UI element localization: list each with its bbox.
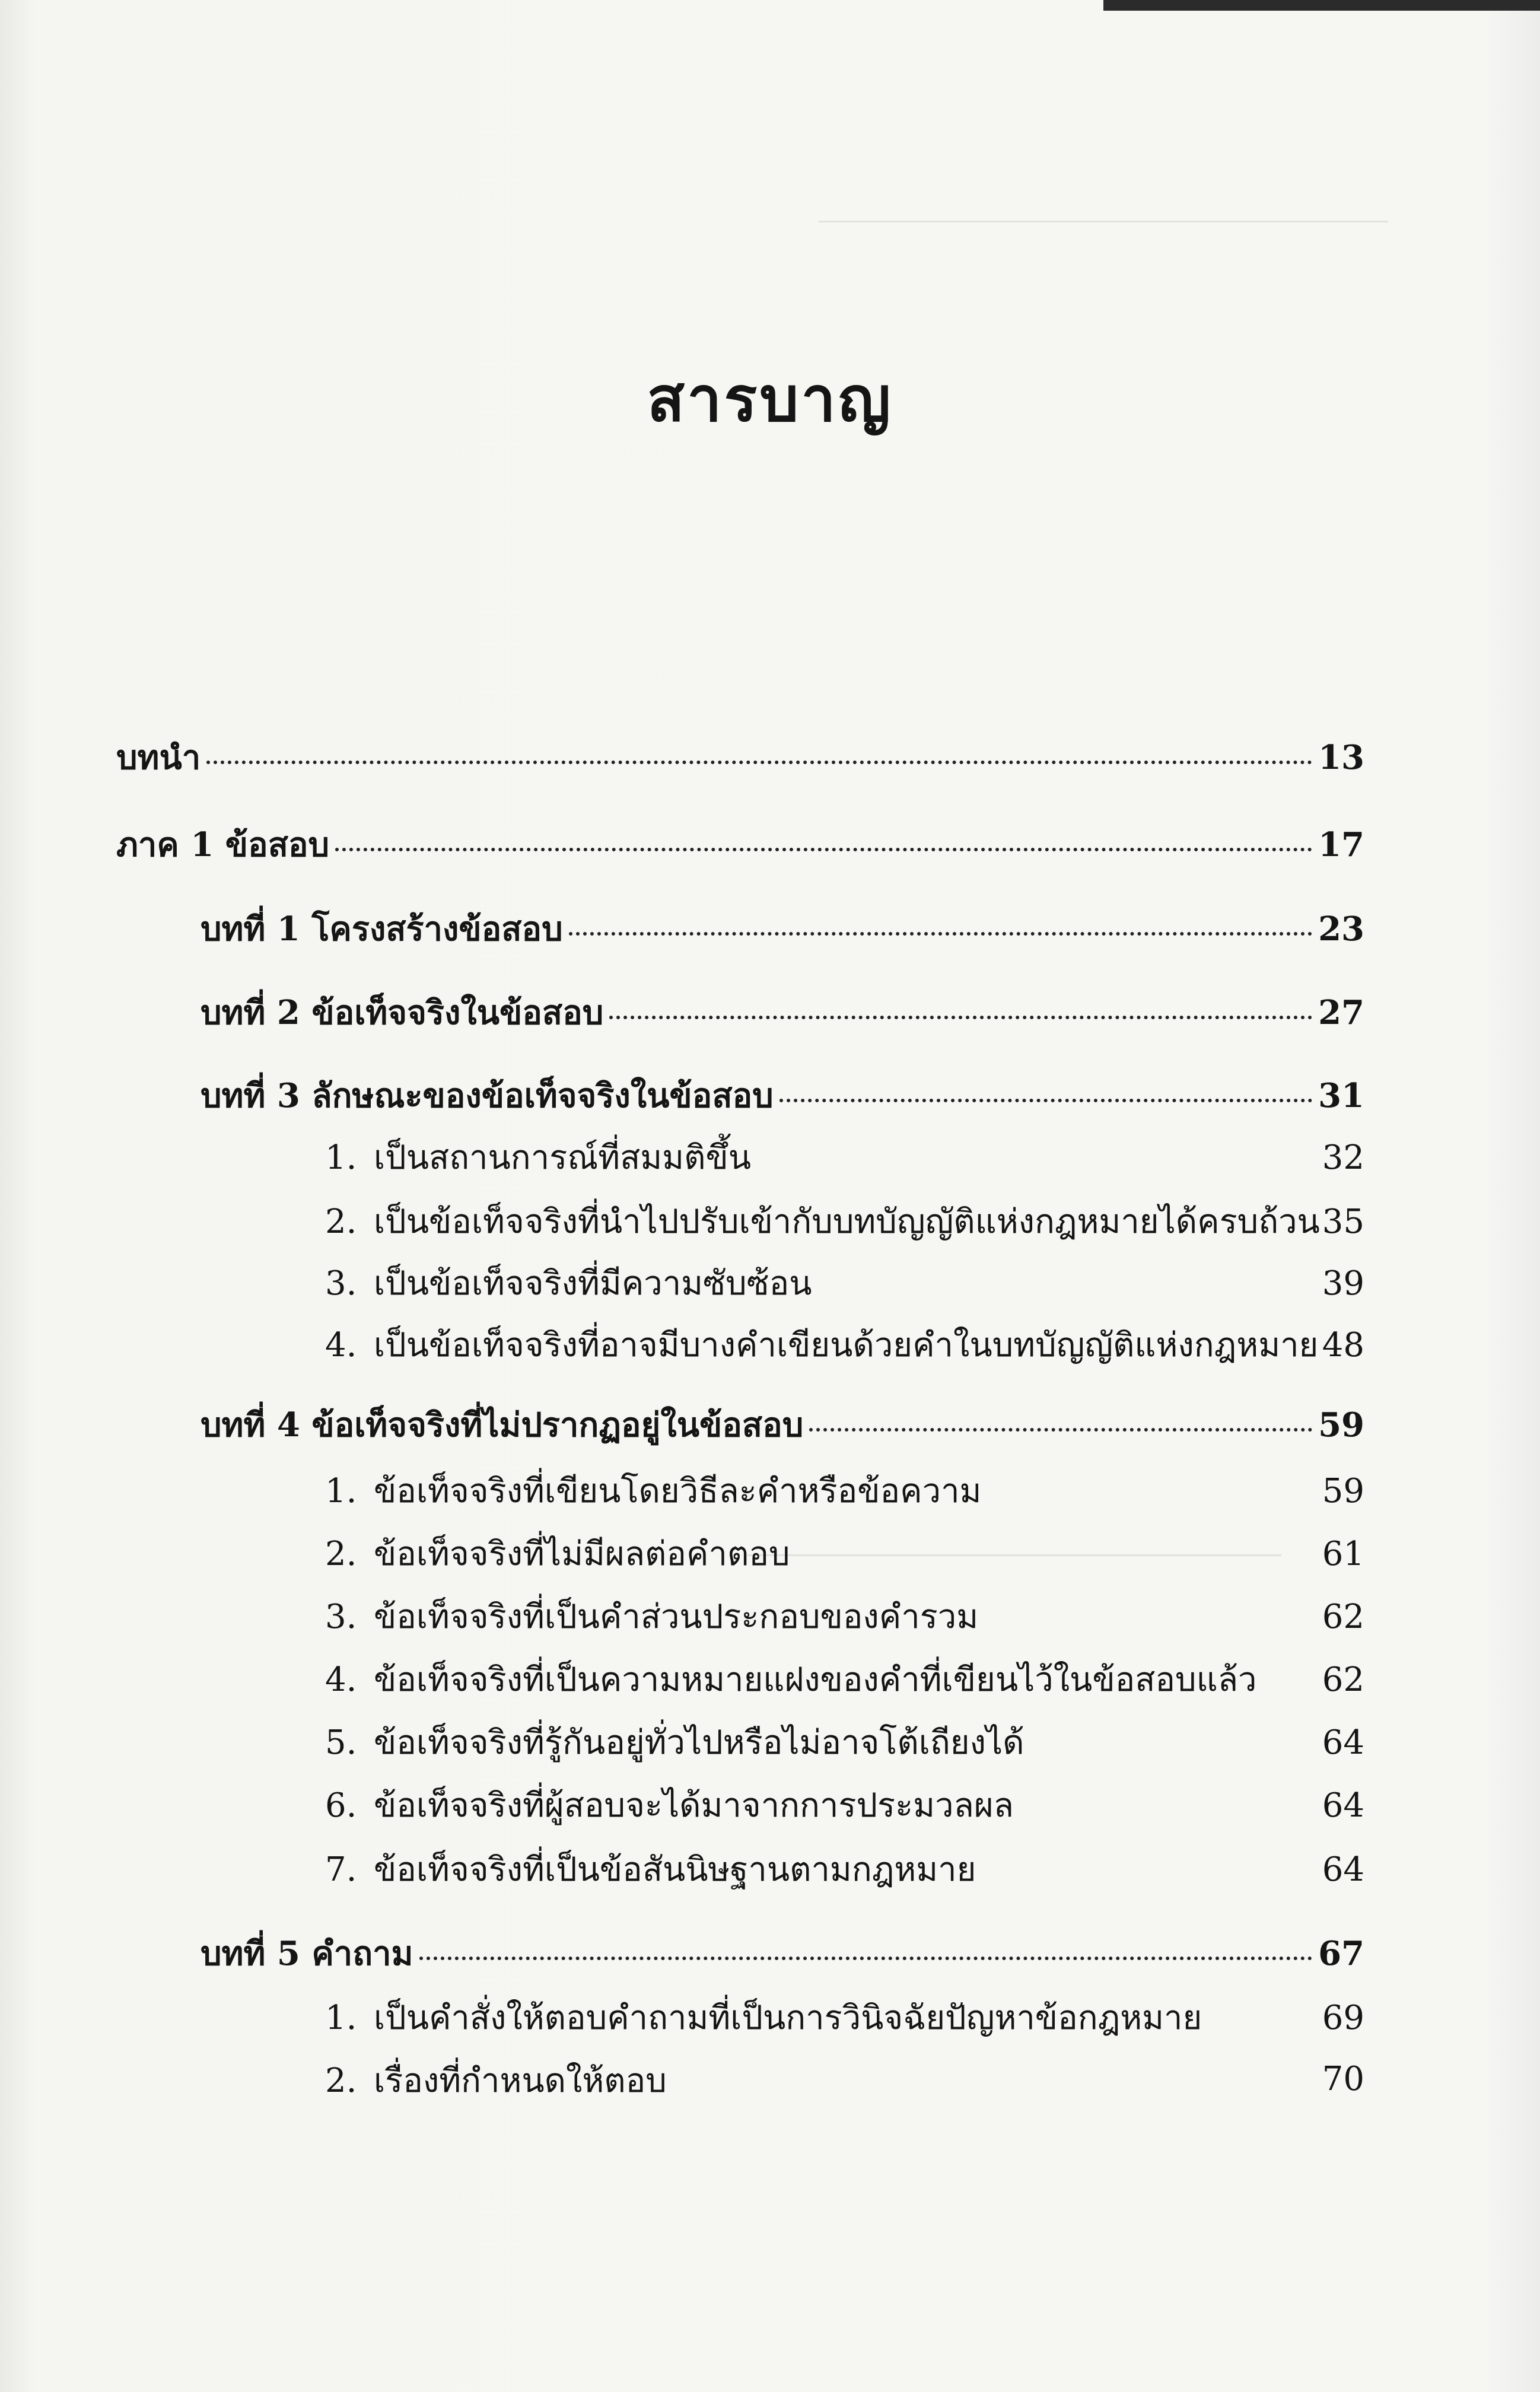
dot-leader	[569, 932, 1312, 936]
toc-subentry-index: 2.	[325, 1203, 357, 1241]
toc-subentry-page: 64	[1322, 1850, 1364, 1889]
toc-subentry-page: 32	[1322, 1138, 1364, 1177]
toc-subentry	[325, 1464, 1364, 1517]
toc-entry-page: 59	[1318, 1405, 1364, 1445]
toc-subentry-page: 69	[1322, 1999, 1364, 2037]
toc-subentry	[325, 1195, 1364, 1248]
toc-subentry-index: 2.	[325, 1535, 357, 1573]
toc-subentry-label: ข้อเท็จจริงที่ผู้สอบจะได้มาจากการประมวลผล	[374, 1786, 1014, 1825]
toc-subentry-page: 62	[1322, 1661, 1364, 1699]
bleed-rule	[819, 221, 1388, 222]
dot-leader	[419, 1957, 1313, 1960]
toc-entry-label: บทที่ 4 ข้อเท็จจริงที่ไม่ปรากฏอยู่ในข้อสอบ	[201, 1405, 804, 1445]
toc-subentry	[325, 1590, 1364, 1643]
toc-entry-label: บทที่ 1 โครงสร้างข้อสอบ	[201, 909, 563, 949]
toc-subentry-page: 70	[1322, 2060, 1364, 2098]
dot-leader	[335, 848, 1312, 851]
toc-subentry-index: 2.	[325, 2062, 357, 2100]
toc-subentry-label: เป็นข้อเท็จจริงที่นำไปปรับเข้ากับบทบัญญัติแห่งกฎหมายได้ครบถ้วน	[374, 1203, 1320, 1241]
toc-subentry-index: 7.	[325, 1850, 357, 1889]
toc-title: สารบาญ	[647, 362, 893, 435]
toc-subentry-label: เป็นสถานการณ์ที่สมมติขึ้น	[374, 1138, 752, 1177]
toc-subentry-label: เป็นคำสั่งให้ตอบคำถามที่เป็นการวินิจฉัยปัญหาข้อกฎหมาย	[374, 1999, 1202, 2037]
toc-subentry	[325, 1653, 1364, 1706]
toc-subentry-page: 48	[1322, 1326, 1364, 1364]
dot-leader	[609, 1016, 1312, 1019]
toc-entry-page: 27	[1318, 993, 1364, 1032]
toc-entry-page: 17	[1318, 825, 1364, 864]
toc-subentry-index: 6.	[325, 1786, 357, 1825]
toc-entry-page: 31	[1318, 1076, 1364, 1115]
toc-entry-page: 23	[1318, 909, 1364, 949]
toc-entry-label: บทที่ 5 คำถาม	[201, 1934, 413, 1973]
toc-subentry	[325, 1527, 1364, 1580]
toc-subentry-page: 64	[1322, 1786, 1364, 1825]
toc-entry	[201, 1398, 1364, 1451]
toc-subentry-label: ข้อเท็จจริงที่เขียนโดยวิธีละคำหรือข้อความ	[374, 1472, 982, 1510]
toc-subentry-page: 59	[1322, 1472, 1364, 1510]
toc-entry-label: ภาค 1 ข้อสอบ	[116, 825, 330, 864]
toc-subentry	[325, 1716, 1364, 1768]
toc-entry	[201, 1927, 1364, 1980]
toc-entry-label: บทนำ	[116, 738, 201, 777]
toc-subentry-label: เป็นข้อเท็จจริงที่มีความซับซ้อน	[374, 1264, 812, 1303]
toc-entry-page: 67	[1318, 1934, 1364, 1973]
toc-subentry-page: 35	[1322, 1203, 1364, 1241]
toc-subentry-index: 1.	[325, 1472, 357, 1510]
toc-entry	[201, 1069, 1364, 1122]
toc-subentry-page: 39	[1322, 1264, 1364, 1303]
toc-entry	[116, 731, 1364, 784]
scan-edge-bar	[1103, 0, 1540, 11]
toc-subentry	[325, 1131, 1364, 1184]
dot-leader	[779, 1099, 1312, 1102]
toc-subentry-index: 1.	[325, 1999, 357, 2037]
toc-subentry-page-row	[1305, 2060, 1364, 2098]
toc-subentry-label: ข้อเท็จจริงที่ไม่มีผลต่อคำตอบ	[374, 1535, 790, 1573]
toc-subentry-index: 3.	[325, 1598, 357, 1636]
toc-subentry-page: 62	[1322, 1598, 1364, 1636]
toc-subentry-label: ข้อเท็จจริงที่เป็นข้อสันนิษฐานตามกฎหมาย	[374, 1850, 976, 1889]
toc-entry	[201, 902, 1364, 955]
toc-subentry-label: เป็นข้อเท็จจริงที่อาจมีบางคำเขียนด้วยคำในบทบัญญัติแห่งกฎหมาย	[374, 1326, 1319, 1364]
toc-subentry-index: 3.	[325, 1264, 357, 1303]
toc-entry-page: 13	[1318, 738, 1364, 777]
toc-subentry	[325, 2054, 1364, 2107]
toc-subentry	[325, 1779, 1364, 1831]
toc-entry	[116, 818, 1364, 871]
toc-subentry	[325, 1843, 1364, 1895]
toc-subentry-index: 4.	[325, 1661, 357, 1699]
toc-entry-label: บทที่ 2 ข้อเท็จจริงในข้อสอบ	[201, 993, 604, 1032]
toc-subentry	[325, 1318, 1364, 1371]
toc-subentry-label: ข้อเท็จจริงที่รู้กันอยู่ทั่วไปหรือไม่อาจโต้เถียงได้	[374, 1723, 1024, 1762]
toc-subentry-index: 5.	[325, 1723, 357, 1762]
toc-subentry	[325, 1257, 1364, 1309]
toc-subentry-label: ข้อเท็จจริงที่เป็นคำส่วนประกอบของคำรวม	[374, 1598, 979, 1636]
toc-subentry-index: 4.	[325, 1326, 357, 1364]
toc-subentry-index: 1.	[325, 1138, 357, 1177]
toc-subentry-page: 61	[1322, 1535, 1364, 1573]
toc-subentry-label: เรื่องที่กำหนดให้ตอบ	[374, 2062, 667, 2100]
toc-entry	[201, 986, 1364, 1039]
toc-subentry-label: ข้อเท็จจริงที่เป็นความหมายแฝงของคำที่เขียนไว้ในข้อสอบแล้ว	[374, 1661, 1257, 1699]
toc-subentry-page: 64	[1322, 1723, 1364, 1762]
toc-subentry	[325, 1991, 1364, 2044]
dot-leader	[809, 1428, 1312, 1432]
toc-entry-label: บทที่ 3 ลักษณะของข้อเท็จจริงในข้อสอบ	[201, 1076, 774, 1115]
dot-leader	[206, 761, 1312, 764]
